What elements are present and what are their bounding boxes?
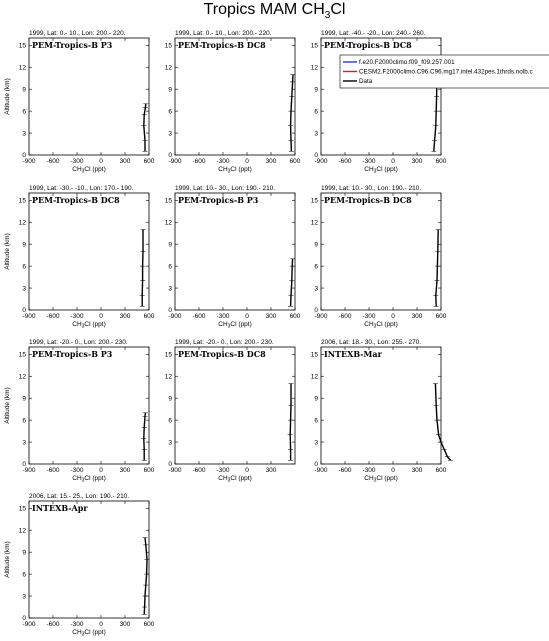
y-axis-label: Altitude (km) <box>4 233 11 270</box>
y-tick-label: 9 <box>22 86 26 94</box>
y-tick-label: 12 <box>18 219 26 227</box>
x-tick-label: 600 <box>143 621 155 628</box>
x-axis-label: $CH_3Cl$ (ppt) <box>72 475 106 484</box>
panel-header: 1999, Lat: -20.- 0., Lon: 200.- 230. <box>29 339 128 346</box>
y-tick-label: 0 <box>314 461 318 469</box>
plot-frame <box>29 501 149 618</box>
chart-panel-10 <box>4 493 155 638</box>
x-tick-label: 0 <box>245 313 249 320</box>
campaign-label: PEM-Tropics-B P3 <box>32 40 113 50</box>
y-tick-label: 6 <box>168 108 172 116</box>
y-tick-label: 0 <box>168 461 172 469</box>
x-tick-label: 0 <box>99 313 103 320</box>
x-tick-label: 600 <box>435 467 447 474</box>
x-axis-label: $CH_3Cl$ (ppt) <box>364 321 398 330</box>
x-tick-label: -600 <box>46 621 60 628</box>
x-tick-label: -300 <box>216 313 230 320</box>
x-tick-label: -300 <box>362 313 376 320</box>
chart-panel-6 <box>311 185 447 330</box>
x-tick-label: -600 <box>338 313 352 320</box>
x-tick-label: -600 <box>338 158 352 165</box>
y-tick-label: 3 <box>168 285 172 293</box>
y-tick-label: 9 <box>314 86 318 94</box>
x-tick-label: -600 <box>192 467 206 474</box>
series-line-data <box>290 384 291 461</box>
legend-label: Data <box>359 78 373 86</box>
y-tick-label: 9 <box>168 395 172 403</box>
y-tick-label: 3 <box>314 285 318 293</box>
x-tick-label: -600 <box>46 158 60 165</box>
x-axis-label: $CH_3Cl$ (ppt) <box>218 475 252 484</box>
x-tick-label: 300 <box>119 621 131 628</box>
campaign-label: PEM-Tropics-B DC8 <box>32 195 120 205</box>
plot-frame <box>321 347 441 464</box>
panel-header: 1999, Lat: 0.- 10., Lon: 200.- 220. <box>175 30 272 37</box>
x-tick-label: -300 <box>70 158 84 165</box>
campaign-label: PEM-Tropics-B DC8 <box>324 195 412 205</box>
y-tick-label: 9 <box>314 395 318 403</box>
y-tick-label: 12 <box>164 219 172 227</box>
x-tick-label: 0 <box>99 467 103 474</box>
y-axis-label: Altitude (km) <box>4 78 11 115</box>
y-tick-label: 12 <box>18 373 26 381</box>
campaign-label: PEM-Tropics-B P3 <box>178 195 259 205</box>
y-tick-label: 6 <box>314 417 318 425</box>
y-tick-label: 0 <box>22 152 26 160</box>
panel-header: 1999, Lat: 10.- 30., Lon: 190.- 210. <box>321 185 422 192</box>
x-axis-label: $CH_3Cl$ (ppt) <box>218 166 252 175</box>
plot-frame <box>29 38 149 155</box>
series-line-data <box>144 104 146 152</box>
x-tick-label: -600 <box>46 313 60 320</box>
y-tick-label: 0 <box>22 461 26 469</box>
panel-header: 1999, Lat: 10.- 30., Lon: 190.- 210. <box>175 185 276 192</box>
y-tick-label: 9 <box>168 241 172 249</box>
y-tick-label: 6 <box>22 263 26 271</box>
x-tick-label: -900 <box>22 467 36 474</box>
y-tick-label: 12 <box>310 373 318 381</box>
x-tick-label: -300 <box>70 467 84 474</box>
panel-header: 2006, Lat: 15.- 25., Lon: 190.- 210. <box>29 493 130 500</box>
y-tick-label: 0 <box>22 307 26 315</box>
x-tick-label: 0 <box>99 621 103 628</box>
x-tick-label: 600 <box>289 158 301 165</box>
y-tick-label: 3 <box>314 130 318 138</box>
chart-panel-1 <box>4 30 155 175</box>
chart-panel-3 <box>311 30 447 175</box>
x-tick-label: 0 <box>99 158 103 165</box>
campaign-label: INTEXB-Apr <box>32 503 88 513</box>
x-tick-label: 600 <box>289 313 301 320</box>
legend <box>340 55 549 88</box>
x-tick-label: -900 <box>314 158 328 165</box>
x-tick-label: -900 <box>168 467 182 474</box>
x-tick-label: 600 <box>435 313 447 320</box>
y-tick-label: 0 <box>22 615 26 623</box>
y-tick-label: 15 <box>310 351 318 359</box>
chart-panel-7 <box>4 339 155 484</box>
y-tick-label: 15 <box>18 351 26 359</box>
y-tick-label: 6 <box>22 108 26 116</box>
y-tick-label: 0 <box>168 307 172 315</box>
x-tick-label: -300 <box>216 158 230 165</box>
series-line-data <box>142 230 143 307</box>
plot-frame <box>175 347 295 464</box>
y-tick-label: 6 <box>168 417 172 425</box>
y-tick-label: 6 <box>168 263 172 271</box>
x-tick-label: 0 <box>391 313 395 320</box>
x-tick-label: -900 <box>168 313 182 320</box>
y-tick-label: 12 <box>18 64 26 72</box>
y-axis-label: Altitude (km) <box>4 541 11 578</box>
x-tick-label: -600 <box>338 467 352 474</box>
series-line-data <box>435 384 450 461</box>
x-tick-label: 300 <box>265 313 277 320</box>
y-tick-label: 9 <box>168 86 172 94</box>
panel-header: 1999, Lat: -40.- -20., Lon: 240.- 260. <box>321 30 426 37</box>
x-axis-label: $CH_3Cl$ (ppt) <box>72 321 106 330</box>
x-axis-label: $CH_3Cl$ (ppt) <box>364 166 398 175</box>
y-tick-label: 0 <box>314 152 318 160</box>
x-tick-label: 300 <box>265 467 277 474</box>
y-tick-label: 15 <box>310 42 318 50</box>
y-tick-label: 9 <box>22 549 26 557</box>
plot-frame <box>29 193 149 310</box>
x-tick-label: -600 <box>192 313 206 320</box>
campaign-label: PEM-Tropics-B DC8 <box>178 349 266 359</box>
x-tick-label: 0 <box>245 158 249 165</box>
x-tick-label: -900 <box>22 621 36 628</box>
x-tick-label: 600 <box>435 158 447 165</box>
plot-frame <box>29 347 149 464</box>
legend-label: f.e20.F2000climo.f09_f09.257.001 <box>359 59 455 67</box>
y-tick-label: 9 <box>22 395 26 403</box>
x-tick-label: -900 <box>314 313 328 320</box>
y-tick-label: 9 <box>314 241 318 249</box>
x-tick-label: -900 <box>22 158 36 165</box>
y-tick-label: 6 <box>22 571 26 579</box>
x-tick-label: -300 <box>70 313 84 320</box>
x-axis-label: $CH_3Cl$ (ppt) <box>72 629 106 638</box>
y-tick-label: 15 <box>18 42 26 50</box>
x-tick-label: 300 <box>119 467 131 474</box>
y-tick-label: 12 <box>310 219 318 227</box>
chart-panel-4 <box>4 185 155 330</box>
y-tick-label: 6 <box>314 263 318 271</box>
x-tick-label: -300 <box>216 467 230 474</box>
x-tick-label: 0 <box>391 467 395 474</box>
x-tick-label: -900 <box>22 313 36 320</box>
x-axis-label: $CH_3Cl$ (ppt) <box>364 475 398 484</box>
x-tick-label: 300 <box>265 158 277 165</box>
x-tick-label: -900 <box>168 158 182 165</box>
panel-header: 1999, Lat: -20.- 0., Lon: 200.- 230. <box>175 339 274 346</box>
x-tick-label: 600 <box>143 158 155 165</box>
panel-header: 1999, Lat: 0.- 10., Lon: 200.- 220. <box>29 30 126 37</box>
x-tick-label: -300 <box>362 467 376 474</box>
y-tick-label: 12 <box>18 527 26 535</box>
y-tick-label: 0 <box>168 152 172 160</box>
x-tick-label: -300 <box>70 621 84 628</box>
campaign-label: PEM-Tropics-B DC8 <box>324 40 412 50</box>
series-line-data <box>291 75 293 152</box>
x-tick-label: -600 <box>46 467 60 474</box>
y-tick-label: 15 <box>18 505 26 513</box>
x-tick-label: 300 <box>119 158 131 165</box>
x-tick-label: 300 <box>411 158 423 165</box>
chart-panel-9 <box>311 339 453 484</box>
y-tick-label: 3 <box>168 439 172 447</box>
legend-label: CESM2.F2000climo.C96.C96.mg17.intel.432pes.1thrds.nolb.c <box>359 68 533 76</box>
page-title: Tropics MAM $CH_3Cl$ <box>203 1 346 22</box>
x-tick-label: 300 <box>119 313 131 320</box>
x-tick-label: 0 <box>245 467 249 474</box>
plot-frame <box>175 193 295 310</box>
x-tick-label: -300 <box>362 158 376 165</box>
x-axis-label: $CH_3Cl$ (ppt) <box>218 321 252 330</box>
x-tick-label: -600 <box>192 158 206 165</box>
x-tick-label: -900 <box>314 467 328 474</box>
y-tick-label: 12 <box>164 64 172 72</box>
series-line-data <box>144 538 147 615</box>
x-tick-label: 300 <box>411 313 423 320</box>
y-tick-label: 15 <box>164 351 172 359</box>
plot-frame <box>321 193 441 310</box>
y-tick-label: 15 <box>164 197 172 205</box>
series-line-data <box>144 413 146 461</box>
x-tick-label: 0 <box>391 158 395 165</box>
y-tick-label: 3 <box>22 285 26 293</box>
x-tick-label: 600 <box>143 313 155 320</box>
y-tick-label: 6 <box>22 417 26 425</box>
plot-frame <box>175 38 295 155</box>
y-tick-label: 3 <box>22 439 26 447</box>
y-tick-label: 3 <box>22 130 26 138</box>
chart-panel-8 <box>165 339 295 484</box>
x-tick-label: 300 <box>411 467 423 474</box>
chart-panel-2 <box>165 30 301 175</box>
y-tick-label: 15 <box>18 197 26 205</box>
y-tick-label: 12 <box>310 64 318 72</box>
campaign-label: PEM-Tropics-B DC8 <box>178 40 266 50</box>
y-axis-label: Altitude (km) <box>4 387 11 424</box>
y-tick-label: 9 <box>22 241 26 249</box>
y-tick-label: 6 <box>314 108 318 116</box>
chart-panel-5 <box>165 185 301 330</box>
panel-header: 1999, Lat: -30.- -10., Lon: 170.- 190. <box>29 185 134 192</box>
y-tick-label: 3 <box>168 130 172 138</box>
x-axis-label: $CH_3Cl$ (ppt) <box>72 166 106 175</box>
campaign-label: INTEXB-Mar <box>324 349 382 359</box>
y-tick-label: 0 <box>314 307 318 315</box>
campaign-label: PEM-Tropics-B P3 <box>32 349 113 359</box>
panel-header: 2006, Lat: 18.- 30., Lon: 255.- 270. <box>321 339 422 346</box>
y-tick-label: 15 <box>164 42 172 50</box>
x-tick-label: 600 <box>143 467 155 474</box>
y-tick-label: 15 <box>310 197 318 205</box>
series-line-data <box>436 230 438 307</box>
y-tick-label: 12 <box>164 373 172 381</box>
y-tick-label: 3 <box>314 439 318 447</box>
y-tick-label: 3 <box>22 593 26 601</box>
